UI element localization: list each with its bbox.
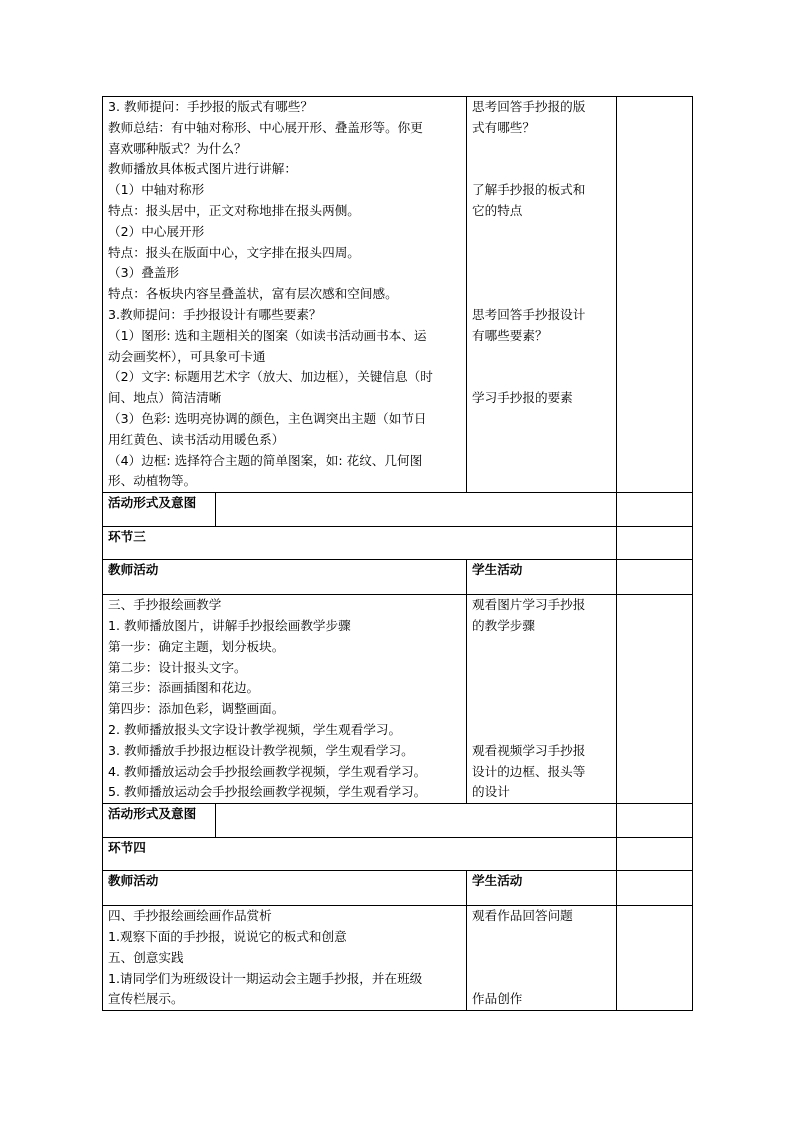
text-line: 作品创作 bbox=[472, 991, 523, 1007]
empty-cell bbox=[216, 493, 617, 527]
section-title: 环节三 bbox=[103, 527, 617, 560]
text-line: （4）边框: 选择符合主题的简单图案，如: 花纹、几何图 bbox=[108, 452, 423, 468]
student-activity-cell bbox=[467, 906, 617, 1011]
student-activity-header: 学生活动 bbox=[467, 871, 617, 906]
empty-cell bbox=[617, 97, 693, 493]
text-line: 喜欢哪种版式？为什么？ bbox=[108, 140, 247, 156]
text-line: 间、地点）简洁清晰 bbox=[108, 390, 222, 406]
text-line: （1）中轴对称形 bbox=[108, 182, 205, 198]
teacher-activity-cell bbox=[103, 97, 467, 493]
empty-cell bbox=[617, 527, 693, 560]
text-line: 特点：各板块内容呈叠盖状，富有层次感和空间感。 bbox=[108, 286, 398, 302]
text-line: 思考回答手抄报的版 bbox=[472, 99, 586, 114]
empty-cell bbox=[617, 838, 693, 871]
empty-cell bbox=[617, 595, 693, 804]
table-row bbox=[103, 97, 693, 493]
text-line: 第四步：添加色彩，调整画面。 bbox=[108, 701, 285, 717]
table-row bbox=[103, 493, 693, 527]
student-activity-cell bbox=[467, 97, 617, 493]
text-line: 它的特点 bbox=[472, 202, 523, 218]
text-line: 用红黄色、读书活动用暖色系） bbox=[108, 431, 285, 447]
table-row bbox=[103, 838, 693, 871]
student-activity-header: 学生活动 bbox=[467, 560, 617, 595]
text-line: 3. 教师提问：手抄报的版式有哪些？ bbox=[108, 99, 313, 114]
lesson-plan-table bbox=[102, 96, 693, 1011]
text-line: 第一步：确定主题，划分板块。 bbox=[108, 638, 285, 654]
empty-cell bbox=[617, 871, 693, 906]
text-line: （1）图形: 选和主题相关的图案（如读书活动画书本、运 bbox=[108, 327, 427, 343]
student-activity-cell bbox=[467, 595, 617, 804]
text-line: 五、创意实践 bbox=[108, 949, 184, 965]
text-line: 的设计 bbox=[472, 784, 510, 800]
text-line: 的教学步骤 bbox=[472, 617, 535, 633]
text-line: 第三步：添画插图和花边。 bbox=[108, 680, 260, 696]
teacher-activity-cell bbox=[103, 906, 467, 1011]
text-line: 5. 教师播放运动会手抄报绘画教学视频，学生观看学习。 bbox=[108, 784, 427, 800]
empty-cell bbox=[617, 804, 693, 838]
text-line: 1. 教师播放图片，讲解手抄报绘画教学步骤 bbox=[108, 617, 351, 633]
text-line: 思考回答手抄报设计 bbox=[472, 306, 586, 322]
text-line: （2）中心展开形 bbox=[108, 223, 205, 239]
text-line: 了解手抄报的板式和 bbox=[472, 182, 586, 198]
text-line: 观看图片学习手抄报 bbox=[472, 597, 586, 613]
activity-form-label: 活动形式及意图 bbox=[103, 804, 216, 838]
empty-cell bbox=[216, 804, 617, 838]
text-line: 1.观察下面的手抄报，说说它的板式和创意 bbox=[108, 928, 347, 944]
text-line: 设计的边框、报头等 bbox=[472, 763, 586, 779]
text-line: （2）文字: 标题用艺术字（放大、加边框），关键信息（时 bbox=[108, 369, 433, 385]
text-line: 四、手抄报绘画绘画作品赏析 bbox=[108, 908, 272, 924]
text-line: 第二步：设计报头文字。 bbox=[108, 659, 247, 675]
text-line: 式有哪些？ bbox=[472, 119, 535, 135]
text-line: （3）叠盖形 bbox=[108, 265, 179, 281]
text-line: 宣传栏展示。 bbox=[108, 991, 184, 1007]
table-row bbox=[103, 804, 693, 838]
text-line: 有哪些要素？ bbox=[472, 327, 548, 343]
text-line: 三、手抄报绘画教学 bbox=[108, 597, 222, 613]
text-line: 动会画奖杯），可具象可卡通 bbox=[108, 348, 266, 364]
table-row bbox=[103, 560, 693, 595]
text-line: 特点：报头在版面中心，文字排在报头四周。 bbox=[108, 244, 360, 260]
text-line: 教师播放具体板式图片进行讲解： bbox=[108, 161, 297, 177]
empty-cell bbox=[617, 906, 693, 1011]
table-row bbox=[103, 595, 693, 804]
empty-cell bbox=[617, 560, 693, 595]
table-row bbox=[103, 527, 693, 560]
teacher-activity-header: 教师活动 bbox=[103, 871, 467, 906]
text-line: 特点：报头居中，正文对称地排在报头两侧。 bbox=[108, 202, 360, 218]
text-line: 观看视频学习手抄报 bbox=[472, 742, 586, 758]
text-line: 教师总结：有中轴对称形、中心展开形、叠盖形等。你更 bbox=[108, 119, 423, 135]
text-line: 观看作品回答问题 bbox=[472, 908, 573, 924]
text-line: 3. 教师播放手抄报边框设计教学视频，学生观看学习。 bbox=[108, 742, 414, 758]
empty-cell bbox=[617, 493, 693, 527]
text-line: 1.请同学们为班级设计一期运动会主题手抄报，并在班级 bbox=[108, 970, 423, 986]
teacher-activity-cell bbox=[103, 595, 467, 804]
text-line: 学习手抄报的要素 bbox=[472, 390, 573, 406]
activity-form-label: 活动形式及意图 bbox=[103, 493, 216, 527]
section-title: 环节四 bbox=[103, 838, 617, 871]
teacher-activity-header: 教师活动 bbox=[103, 560, 467, 595]
text-line: 形、动植物等。 bbox=[108, 473, 197, 489]
text-line: 2. 教师播放报头文字设计教学视频，学生观看学习。 bbox=[108, 721, 402, 737]
table-row bbox=[103, 871, 693, 906]
text-line: 4. 教师播放运动会手抄报绘画教学视频，学生观看学习。 bbox=[108, 763, 427, 779]
text-line: 3.教师提问：手抄报设计有哪些要素？ bbox=[108, 306, 322, 322]
table-row bbox=[103, 906, 693, 1011]
text-line: （3）色彩: 选明亮协调的颜色，主色调突出主题（如节日 bbox=[108, 410, 427, 426]
